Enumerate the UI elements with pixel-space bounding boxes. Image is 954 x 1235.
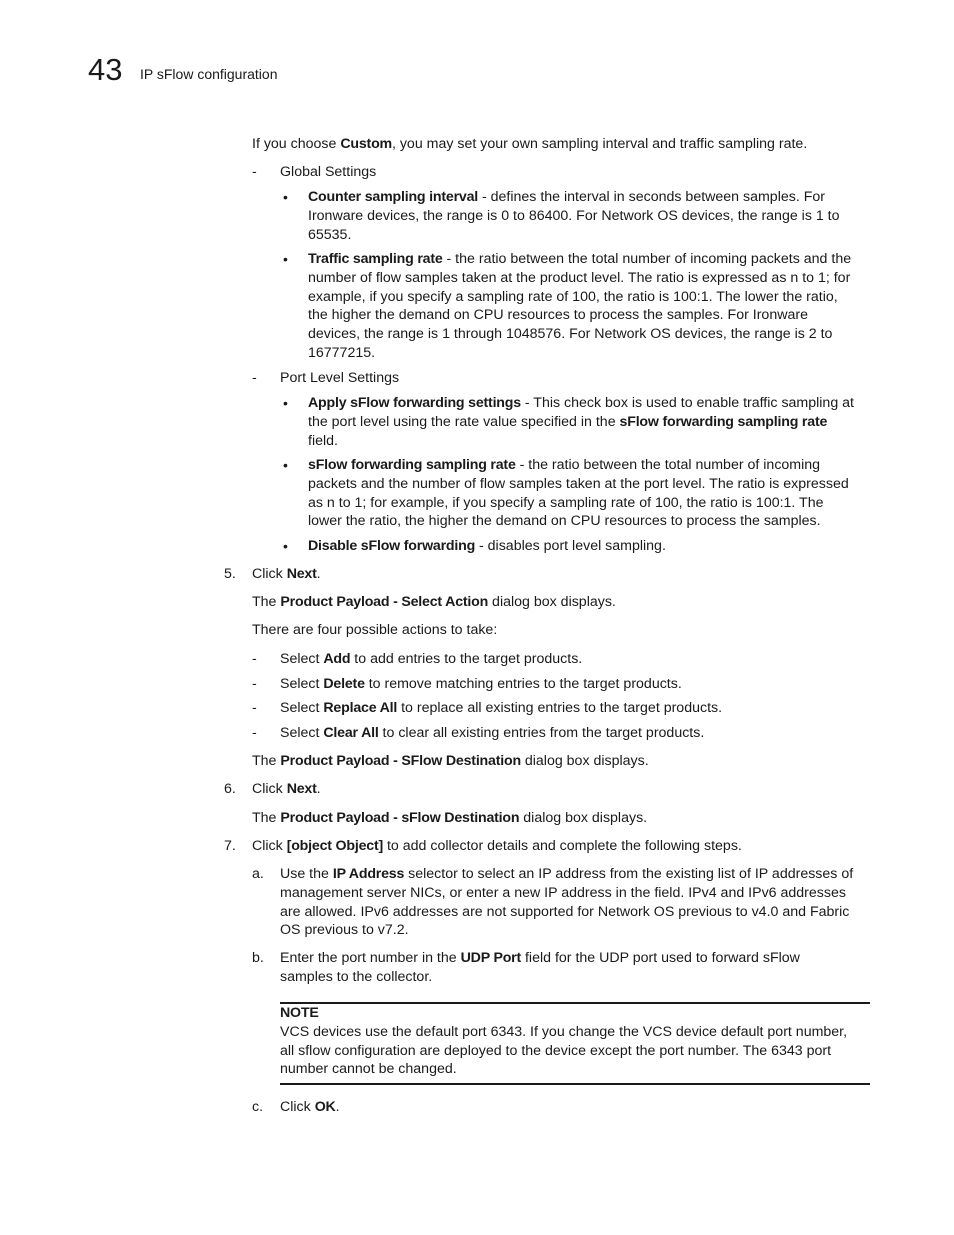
dash-marker: - (252, 370, 257, 386)
substep-letter: a. (252, 866, 264, 882)
traffic-sampling-item: Traffic sampling rate - the ratio between the total number of incoming packets and the number of flow samples taken at the product level. The ratio is expressed as n to 1; for example, if you specify a sampling rate of 100, the ratio is 100:1. The lower the ratio, the higher the demand on CPU resources to process the samples. For Ironware devices, the range is 1 through 1048576. For Network OS devices, the range is 2 to 16777215. (308, 251, 852, 361)
dash-marker: - (252, 651, 257, 667)
bullet-marker: • (283, 395, 288, 411)
disable-sflow-item: Disable sFlow forwarding - disables port level sampling. (308, 538, 666, 554)
apply-sflow-item: Apply sFlow forwarding settings - This check box is used to enable traffic sampling at the port level using the rate value specified in the sFlow forwarding sampling rate field. (308, 395, 854, 449)
action-add: Select Add to add entries to the target products. (280, 651, 583, 667)
dash-marker: - (252, 700, 257, 716)
dash-marker: - (252, 725, 257, 741)
note-block: NOTE VCS devices use the default port 6343. If you change the VCS device default port number, all sflow configuration are deployed to the device except the port number. The 6343 port number cannot be changed. (280, 1005, 848, 1078)
forwarding-rate-item: sFlow forwarding sampling rate - the ratio between the total number of incoming packets and the number of flow samples taken at the port level. The ratio is expressed as n to 1; for example, if you specify a sampling rate of 100, the ratio is 100:1. The lower the ratio, the higher the demand on CPU resources to process the samples. (308, 457, 849, 530)
counter-sampling-item: Counter sampling interval - defines the interval in seconds between samples. For Ironware devices, the range is 0 to 86400. For Network OS devices, the range is 1 to 65535. (308, 189, 840, 243)
global-settings-label: Global Settings (280, 164, 377, 180)
step7-text: Click [object Object] to add collector details and complete the following steps. (252, 838, 742, 854)
substep-letter: c. (252, 1099, 264, 1115)
bullet-marker: • (283, 251, 288, 267)
note-bottom-rule (280, 1083, 870, 1085)
substep-letter: b. (252, 950, 264, 966)
bullet-marker: • (283, 538, 288, 554)
substep-b-text: Enter the port number in the UDP Port field for the UDP port used to forward sFlow samples to the collector. (280, 950, 800, 985)
dash-marker: - (252, 164, 257, 180)
substep-a-text: Use the IP Address selector to select an IP address from the existing list of IP addresses of management server NICs, or enter a new IP address in the field. IPv4 and IPv6 addresses are allowed. IPv6 addresses are not supported for Network OS previous to v4.0 and Fabric OS previous to v7.2. (280, 866, 854, 939)
intro-paragraph: If you choose Custom, you may set your own sampling interval and traffic sampling rate. (252, 136, 808, 152)
action-delete: Select Delete to remove matching entries to the target products. (280, 676, 682, 692)
step-number: 7. (224, 838, 236, 854)
bullet-marker: • (283, 189, 288, 205)
substep-c-text: Click OK. (280, 1099, 340, 1115)
action-replace-all: Select Replace All to replace all existing entries to the target products. (280, 700, 723, 716)
actions-intro: There are four possible actions to take: (252, 622, 498, 638)
note-label: NOTE (280, 1005, 319, 1021)
chapter-title: IP sFlow configuration (140, 66, 278, 82)
select-action-dialog-text: The Product Payload - Select Action dialog box displays. (252, 594, 616, 610)
sflow-destination-dialog-text: The Product Payload - SFlow Destination dialog box displays. (252, 753, 649, 769)
step6-dialog-text: The Product Payload - sFlow Destination dialog box displays. (252, 810, 648, 826)
step-number: 6. (224, 781, 236, 797)
step5-text: Click Next. (252, 566, 321, 582)
port-settings-label: Port Level Settings (280, 370, 400, 386)
step6-text: Click Next. (252, 781, 321, 797)
dash-marker: - (252, 676, 257, 692)
step-number: 5. (224, 566, 236, 582)
bullet-marker: • (283, 457, 288, 473)
action-clear-all: Select Clear All to clear all existing entries from the target products. (280, 725, 705, 741)
chapter-number: 43 (88, 52, 123, 87)
